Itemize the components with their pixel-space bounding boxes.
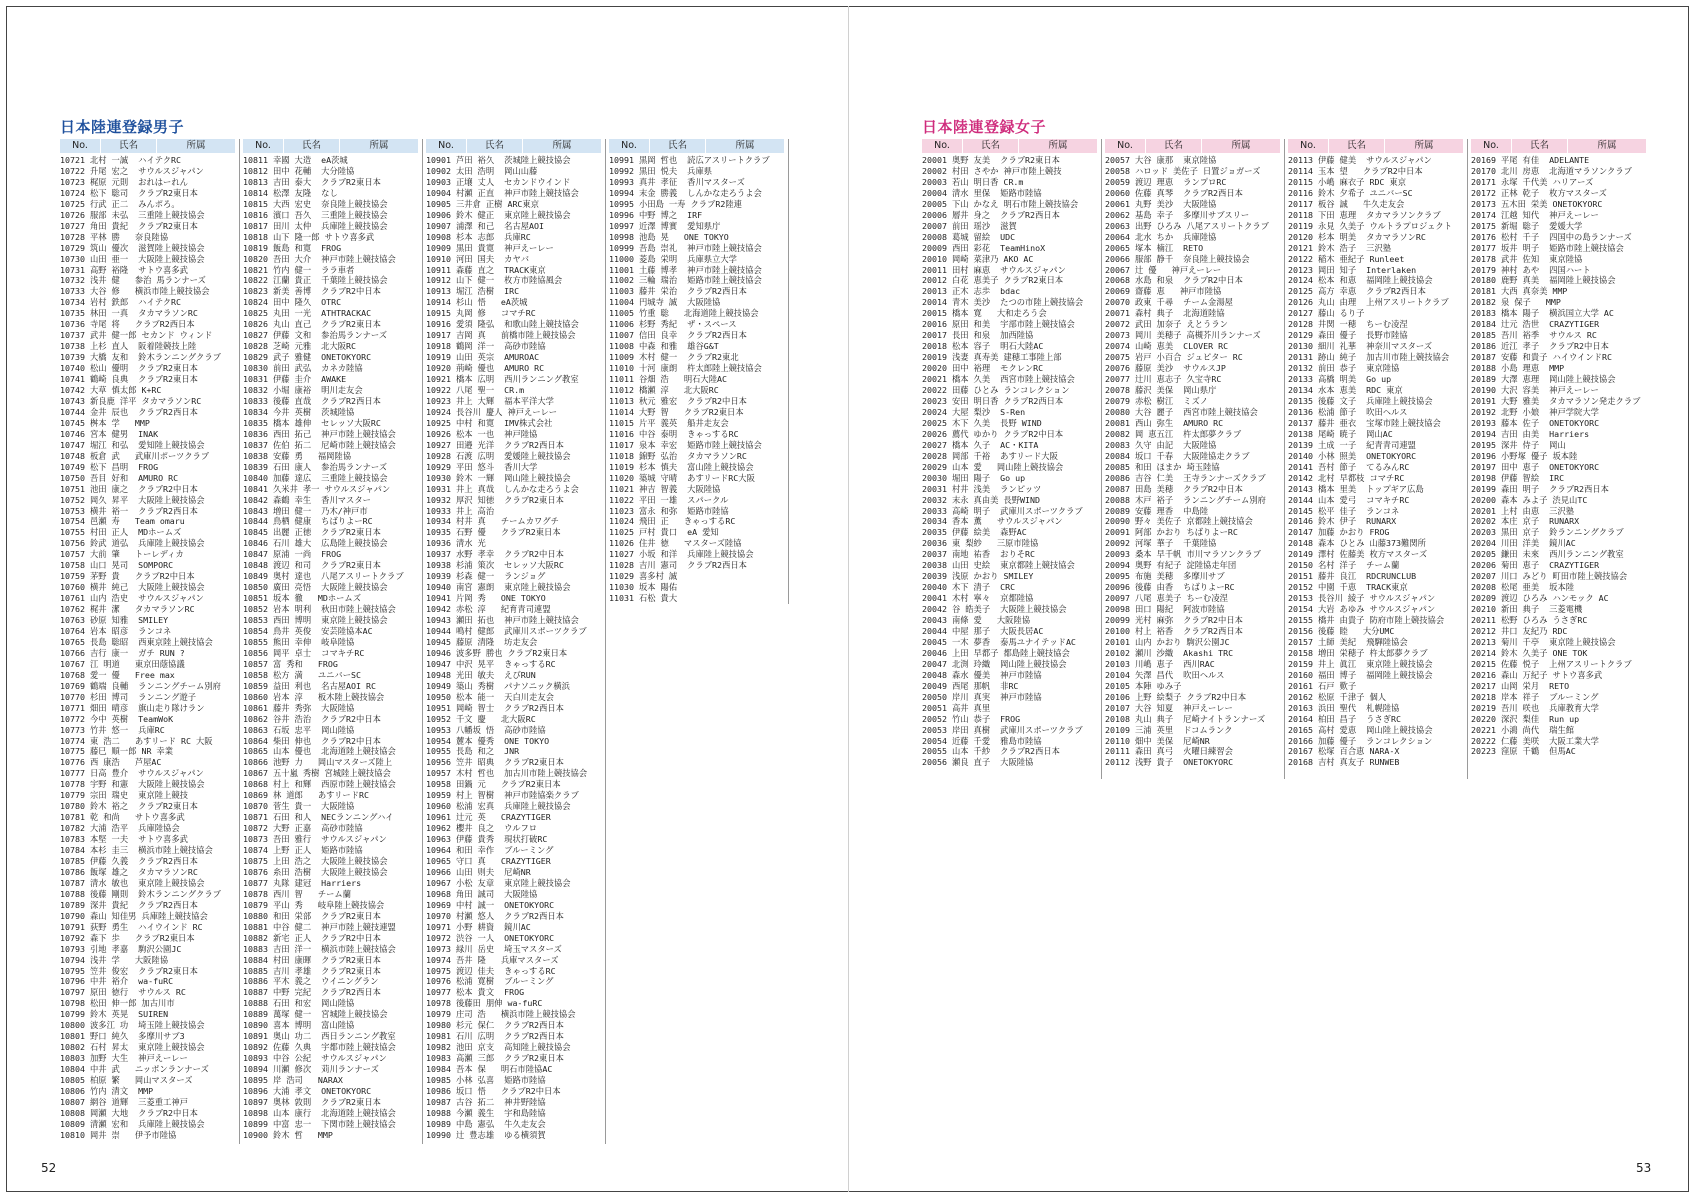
entry-list: 20113 伊藤 健美 サウルスジャパン 20114 玉本 望 クラブR2中日本 20115 小嶋 麻衣子 RDC 東京 20116 鈴木 夕希子 ユニバーSC 20117 板谷 誠 牛久走友会 20118 下田 恵理 タカマラソンクラブ 20119 永見 久美子 ウルトラプロジェクト 20120 杉本 明美 タカマラソンRC 20121 鈴木 浩子 三沢塾 20122 稲木 亜紀子 Runleet 20123 岡田 知子 Interlaken 20124 松本 和恵 福岡陸上競技協会 20125 高方 幸恵 クラブR2西日本 20126 丸山 由理 上州アスリートクラブ 20127 藤山 るり子 20128 井関 一穂 ちーむ凌涅 20129 森田 優子 長野市陸協 20130 細川 礼華 神奈川マスターズ 20131 跡山 純子 加古川市陸上競技協会 20132 前田 恭子 東京陸協 20133 高橋 明美 Go up 20134 水本 恵美 RDC 東京 20135 後藤 文子 兵庫陸上競技協会 20136 松浦 節子 吹田ヘルス 20137 藤井 亜衣 宝塚市陸上競技協会 20138 尾崎 暁子 岡山AC 20139 土成 一子 紀青青司連盟 20140 小林 照美 ONETOKYORC 20141 吾村 節子 てるみんRC 20142 北村 早都枝 コマチRC 20143 橋本 里美 トップギア広島 20144 山本 愛弓 コマキチRC 20145 松平 佳子 ランコネ 20146 鈴木 伊子 RUNARX 20147 加藤 かおり FROG 20148 森本 ひとみ 山藤373難関所 20149 澤村 佐藤美 枚方マスターズ 20150 名村 洋子 チーム蘭 20151 藤井 良江 RDCRUNCLUB 20152 中園 千恵 TRACK東京 20153 長谷川 綾子 サウルスジャパン 20154 大岩 あゆみ サウルスジャパン 20155 橋井 由貴子 防府市陸上競技協会 20156 後藤 睦 大分UMC 20157 土師 美紀 飛騨陸協会 20158 増田 栄穂子 杵太郎夢クラブ 20159 井上 眞江 東京陸上競技協会 20160 福田 博子 福岡陸上競技協会 20161 石戸 歎子 20162 松原 千津子 個人 20163 浜田 聖代 札幌陸協 20164 柏田 昌子 うさぎRC 20165 高村 愛恵 岡山陸上競技協会 20166 加藤 優子 ランコレクション 20167 松塚 百合恵 NARA-X 20168 吉村 真友子 RUNWEB — [1288, 155, 1453, 768]
header-no: No. — [1288, 139, 1328, 153]
header-club: 所属 — [340, 139, 418, 153]
header-no: No. — [60, 139, 100, 153]
header-name: 氏名 — [467, 139, 522, 153]
header-name: 氏名 — [963, 139, 1018, 153]
header-no: No. — [426, 139, 466, 153]
header-club: 所属 — [1568, 139, 1646, 153]
header-no: No. — [609, 139, 649, 153]
table-header — [243, 139, 418, 153]
spread-gutter — [848, 6, 849, 1192]
page-number-left: 52 — [41, 1161, 57, 1175]
column-divider — [605, 139, 606, 1144]
header-name: 氏名 — [284, 139, 339, 153]
women-section-title: 日本陸連登録女子 — [922, 118, 1047, 136]
entry-list: 10991 黒岡 哲也 読広アスリートクラブ 10992 黒田 悦夫 兵庫県 10993 真井 孝征 香川マスターズ 10994 末金 勝義 しんかな走ろうよ会 10995 小田島 一寿 クラブR2陸連 10996 中野 博之 IRF 10997 近澤 博實 愛知県庁 10998 池島 晃 ONE TOKYO 10999 吾島 崇礼 神戸市陸上競技協会 11000 菱島 栄明 兵庫県立大学 11001 土藤 博孝 神戸市陸上競技協会 11002 三輪 瑞治 姫路市陸上競技協会 11003 藤井 栄治 クラブR2西日本 11004 円城寺 誠 大阪陸協 11005 竹重 聡 北海道陸上競技協会 11006 杉野 秀紀 ザ・スペース 11007 信田 良幸 クラブR2西日本 11008 中森 和雅 雄谷G&T 11009 木村 健一 クラブR2東北 11010 十河 康朗 杵太郎陸上競技協会 11011 谷畑 浩 明石大陸AC 11012 橋瀬 淳 北大阪RC 11013 秋元 雅宏 クラブR2中日本 11014 大野 智 クラブR2東日本 11015 片平 義英 船井走友会 11016 中谷 泰明 きゃっするRC 11017 泉本 幸宏 姫路市陸上競技協会 11018 錦野 弘治 タカマラソンRC 11019 杉本 慎夫 富山陸上競技協会 11020 築城 守晴 あすリードRC大阪 11021 神吉 智義 大阪陸協 11022 平田 一雄 スパークル 11023 富永 和弥 姫路市陸協 11024 飛田 正 きゃっするRC 11025 戸村 貴口 eA 愛知 11026 住井 徳 マスターズ陸協 11027 小坂 和洋 兵庫陸上競技協会 11028 吉川 憲司 クラブR2西日本 11029 喜多村 誠 11030 坂本 陽佑 11031 石松 貴大 — [609, 155, 770, 604]
entry-list: 20169 平尾 有佳 ADELANTE 20170 北川 房恵 北海道マラソンクラブ 20171 永塚 千代美 ハリアーズ 20172 正林 乾子 枚方マスターズ 20173 五木田 栄美 ONETOKYORC 20174 江越 知代 神戸えーレー 20175 新堀 聡子 愛媛大学 20176 松村 千子 四国中の島ランナーズ 20177 坂井 明子 姫路市陸上競技協会 20178 武井 佐知 東京陸協 20179 神村 あや 四国ハート 20180 鹿野 真美 福岡陸上競技協会 20181 大西 真奈美 MMP 20182 泉 保子 MMP 20183 橋本 陽子 横浜国立大学 AC 20184 辻元 浩世 CRAZYTIGER 20185 吾川 裕季 サウルス RC 20186 近江 孝子 クラブR2中日本 20187 安藤 和貴子 ハイウインドRC 20188 小島 理恵 MMP 20189 大澤 恵理 岡山陸上競技協会 20190 大沢 容美 神戸えーレー 20191 大野 雅美 タカマラソン発走クラブ 20192 北野 小娘 神戸学院大学 20193 藤本 佐子 ONETOKYORC 20194 吉田 由美 Harriers 20195 深井 侍子 岡山 20196 小野塚 優子 坂本陸 20197 田中 恵子 ONETOKYORC 20198 伊藤 智絵 IRC 20199 森田 明子 クラブR2西日本 20200 森本 みよ子 渋見山TC 20201 上村 由恵 三沢塾 20202 本庄 京子 RUNARX 20203 黒田 京子 鈴ランニングクラブ 20204 川田 洋美 鏡川AC 20205 鎌田 未來 西川ランニング教室 20206 菊田 恵子 CRAZYTIGER 20207 川口 みどり 町田市陸上競技協会 20208 松尾 亜美 坂本陸 20209 渡辺 ひろみ ハンモック AC 20210 新田 典子 三菱電機 20211 松野 ひろみ うさぎRC 20212 井口 友紀乃 RDC 20213 菊川 千亭 東京陸上競技協会 20214 鈴木 久美子 ONE TOK 20215 佐藤 悦子 上州アスリートクラブ 20216 森山 万紀子 サトウ喜多武 20217 山岡 栄月 RETO 20218 岸本 祥子 ブルーミング 20219 吾川 咲也 兵庫教育大学 20220 深沢 梨佳 Run up 20221 小鴻 尚代 瑞生館 20222 仁藤 美咲 大阪工業大学 20223 窪原 千鶴 但馬AC — [1471, 155, 1641, 757]
entry-list: 20057 大谷 康那 東京陸協 20058 ハロッド 美佐子 日置ジョガーズ 20059 渡辺 理恵 ランプロRC 20060 佐藤 真琴 クラブR2西日本 20061 丸野 美沙 大阪陸協 20062 基島 幸子 多摩川サブスリー 20063 出野 ひろみ 八尾アスリートクラブ 20064 北水 ちか 兵庫陸協 20065 塚本 楠江 RETO 20066 服部 静千 奈良陸上競技協会 20067 辻 優 神戸えーレー 20068 水島 和泉 クラブR2中日本 20069 齋藤 恵 神戸市陸協 20070 政東 千尋 チーム金湯屋 20071 森村 典子 北海道陸協 20072 武田 加奈子 えとうラン 20073 岡川 美穂子 高槻芥川ランナーズ 20074 山崎 恵美 CLOVER RC 20075 岩戸 小百合 ジュピター RC 20076 藤原 美沙 サウルスJP 20077 辻川 恵志子 久宝寺RC 20078 藤沢 美保 岡山県庁 20079 赤松 樹江 ミズノ 20080 大谷 麗子 西宮市陸上競技協会 20081 西山 弥生 AMURO RC 20082 岡 恵五江 杵太郎夢クラブ 20083 久守 由記 大阪陸協 20084 坂口 千春 大阪陸協走クラブ 20085 和田 ほまか 埼玉陸協 20086 吉谷 仁美 王寺ランナーズクラブ 20087 田島 美穂 クラブR2中日本 20088 木戸 裕子 ランニングチーム別府 20089 安藤 理香 中島陸 20090 野々 美佐子 京都陸上競技協会 20091 阿部 かおり ちばりよーRC 20092 河塚 華子 千葉陸協 20093 桑本 早千帆 市川マラソンクラブ 20094 奥野 有紀子 淀陸協走年団 20095 布施 美穂 多摩川サブ 20096 後藤 由香 ちばりよーRC 20097 八尾 恵美子 ちーむ凌涅 20098 田口 陽紀 阿波市陸協 20099 光村 麻弥 クラブR2中日本 20100 村上 裕香 クラブR2西日本 20101 山内 かおり 駒沢公園JC 20102 瀬川 沙織 Akashi TRC 20103 川嶋 恵子 西川RAC 20104 矢澤 昌代 吹田ヘルス 20105 本陣 ゆみ子 20106 上野 絵梨子 クラブR2中日本 20107 大谷 知夏 神戸えーレー 20108 丸山 典子 尼崎ナイトランナーズ 20109 三浦 英里 ドコムランク 20110 畑中 美保 尼崎NR 20111 森田 真弓 火曜日練習会 20112 浅野 貴子 ONETOKYORC — [1105, 155, 1269, 768]
column-divider — [1101, 139, 1102, 779]
header-no: No. — [243, 139, 283, 153]
header-name: 氏名 — [101, 139, 156, 153]
column-divider — [422, 139, 423, 1144]
header-name: 氏名 — [1512, 139, 1567, 153]
men-column-1 — [60, 139, 235, 1141]
men-column-2 — [243, 139, 418, 1141]
table-header — [1105, 139, 1280, 153]
table-header — [1288, 139, 1463, 153]
header-name: 氏名 — [650, 139, 705, 153]
table-header — [922, 139, 1097, 153]
header-no: No. — [922, 139, 962, 153]
header-club: 所属 — [706, 139, 784, 153]
header-club: 所属 — [523, 139, 601, 153]
column-divider — [1467, 139, 1468, 779]
entry-list: 10901 芦田 裕久 茨城陸上競技協会 10902 太田 浩明 岡山山藤 10903 正壌 丈人 セカンドウインド 10904 村瀬 正直 神戸市陸上競技協会 10905 三井倉 正樹 ARC東京 10906 鈴木 健正 東京陸上競技協会 10907 浦澤 和己 名古屋AOI 10908 杉本 志郎 兵庫RC 10909 黒田 貴寛 神戸えーレー 10910 河田 国夫 カヤバ 10911 森藤 直之 TRACK東京 10912 山下 健一 枚方市陸協風会 10913 堀江 浩樹 IRC 10914 杉山 悟 eA茨城 10915 丸岡 修 コマチRC 10916 愛須 隆弘 和歌山陸上競技協会 10917 吉岡 真 前橋市陸上競技協会 10918 鶴岡 洋一 高砂市陸協 10919 山田 英宗 AMUROAC 10920 荊崎 優也 AMURO RC 10921 橋本 広明 西川ランニング教室 10922 八尾 聖一 CR.m 10923 井上 大輝 福本平洋大学 10924 長谷川 慶人 神戸えーレー 10925 中村 和寛 IMV株式会社 10926 松本 一也 神戸陸協 10927 田邉 光洋 クラブR2西日本 10928 石渡 広明 愛媛陸上競技協会 10929 平田 悠斗 香川大学 10930 鈴木 一輝 岡山陸上競技協会 10931 井上 真哉 しんかな走ろうよ会 10932 厚沢 知徳 クラブR2東日本 10933 井上 高治 10934 村井 真 チームカワグチ 10935 石野 優 クラブR2東日本 10936 清水 光 10937 水野 孝幸 クラブR2中日本 10938 杉浦 策次 セレッソ大阪RC 10939 杉森 健一 ランジョグ 10940 南宮 憲朗 東京陸上競技協会 10941 片岡 秀 ONE TOKYO 10942 赤松 淳 紀育青司連盟 10943 瀬田 拓也 神戸市陸上競技協会 10944 鳴村 健郎 武庫川スポーツクラブ 10945 藤原 清隆 坊走友会 10946 波多野 勝也 クラブR2東日本 10947 中沢 晃平 きゃっするRC 10948 光田 敏夫 えびRUN 10949 築山 秀樹 パナソニック横浜 10950 松本 能一 天白川走友会 10951 岡崎 智士 クラブR2西日本 10952 千文 慶 北大阪RC 10953 八幡坂 悟 高砂市陸協 10954 麓本 優秀 ONE TOKYO 10955 長島 和之 JNR 10956 笠井 昭典 クラブR2東日本 10957 木村 哲也 加古川市陸上競技協会 10958 田鍋 元 クラブR2東日本 10959 村上 智樹 神戸市陸協楽クラブ 10960 松浦 宏真 兵庫陸上競技協会 10961 辻元 英 CRAZYTIGER 10962 櫻井 良之 ウルフロ 10963 伊藤 貴秀 現状打破RC 10964 和田 幸作 ブルーミング 10965 守口 真 CRAZYTIGER 10966 山田 则夫 尼崎NR 10967 小松 友章 東京陸上競技協会 10968 角田 誠司 大阪陸協 10969 中村 誠一 ONETOKYORC 10970 村瀬 悠人 クラブR2西日本 10971 小野 耕資 鏡川AC 10972 渋谷 一人 ONETOKYORC 10973 緑川 岳史 埼玉マスターズ 10974 吾井 隆 兵庫マスターズ 10975 渡辺 佳夫 きゃっするRC 10976 松浦 寛樹 ブルーミング 10977 松本 貴文 FROG 10978 後藤田 朋伸 wa-fuRC 10979 庄司 浩 横浜市陸上競技協会 10980 杉元 保仁 クラブR2西日本 10981 石川 広明 クラブR2西日本 10982 池田 京支 高知陸上競技協会 10983 高瀬 三郎 クラブR2東日本 10984 吾本 保 明石市陸協AC 10985 小林 弘喜 姫路市陸協 10986 坂口 悟 クラブR2中日本 10987 古谷 拓二 神井野陸協 10988 今瀬 義生 宇和島陸協 10989 中島 憲弘 牛久走友会 10990 辻 豊志雄 ゆる横須賀 — [426, 155, 588, 1140]
column-divider — [239, 139, 240, 1144]
table-header — [1471, 139, 1646, 153]
men-section-title: 日本陸連登録男子 — [60, 118, 185, 136]
entry-list: 10721 北村 一誠 ハイテクRC 10722 升尾 宏之 サウルスジャパン 10723 梶原 元則 おれはーれん 10724 松下 聡司 クラブR2東日本 10725 行武 正二 みんポろ。 10726 服部 未弘 三重陸上競技協会 10727 角田 貴紀 クラブR2東日本 10728 平林 勝 奈良陸協 10729 筑山 優次 滋賀陸上競技協会 10730 山田 亜一 大阪陸上競技協会 10731 高野 裕隆 サトウ喜多武 10732 浅井 健 参治 馬ランナーズ 10733 大谷 修 横浜市陸上競技協会 10734 岩村 鉄郎 ハイテクRC 10735 林田 一真 タカマラソンRC 10736 寺尾 将 クラブR2西日本 10737 武井 健一郎 セカンド ウィンド 10738 上杉 直人 阪着陸競技上陸 10739 大橋 友和 鈴木ランニングクラブ 10740 松山 優明 クラブR2東日本 10741 鶴崎 良典 クラブR2東日本 10742 大草 慎太郎 K+RC 10743 新良鹿 洋平 タカマラソンRC 10744 金井 辰也 クラブR2西日本 10745 桝本 学 MMP 10746 宮本 健男 INAK 10747 堀江 和弘 愛知陸上競技協会 10748 板倉 武 武庫川ポーツクラブ 10749 松下 昌明 FROG 10750 吾目 好和 AMURO RC 10751 池田 康之 クラブR2中日本 10752 岡久 昇平 大阪陸上競技協会 10753 横井 裕一 クラブR2西日本 10754 邑瀬 寿 Team omaru 10755 村田 正人 MDホームズ 10756 鈴武 道弘 兵庫陸上競技協会 10757 大前 肇 トーレディカ 10758 山口 晃司 SOMPORC 10759 茅野 貴 クラブR2中日本 10760 横井 純己 大阪陸上競技協会 10761 山内 浩史 サウルスジャパン 10762 梶井 潔 タカマラソンRC 10763 砂原 知雅 SMILEY 10764 岩本 昭彦 ランコネ 10765 長島 聡昭 西東京陸上競技協会 10766 吉行 康一 ガチ RUN ? 10767 江 明道 東京田蔭協議 10768 愛一 優 Free max 10769 鶴端 良輔 ランニングチーム別府 10770 杉田 博司 ランニング遊子 10771 畑田 晴彦 旗山走り隊けラン 10772 今中 英樹 TeamWoK 10773 竹井 悠一 兵庫RC 10774 東 浩二 あすリード RC 大阪 10775 藤巳 順一郎 NR 幸業 10776 西 康浩 芦屋AC 10777 日高 豊介 サウルスジャパン 10778 宇野 和憲 大阪陸上競技協会 10779 宗田 瑞史 東京陸上競技 10780 鈴木 裕之 クラブR2東日本 10781 乾 和尚 サトウ喜多武 10782 大浦 浩平 兵庫陸協会 10783 本堅 一夫 サトウ喜多武 10784 本杉 圭三 横浜市陸上競技協会 10785 伊藤 久義 クラブR2西日本 10786 飯塚 雄之 タカマラソンRC 10787 清水 敏也 東京陸上競技協会 10788 後藤 剛則 鈴木ランニングクラブ 10789 深井 貴紀 クラブR2西日本 10790 森山 知佳男 兵庫陸上競技協会 10791 荻野 勇生 ハイウインド RC 10792 森下 歩 クラブR2東日本 10793 引地 孝嘉 駒沢公園JC 10794 浅井 学 大阪陸協 10795 笠井 俊宏 クラブR2東日本 10796 中井 裕介 wa-fuRC 10797 原田 徳行 サウルス RC 10798 松田 伸一郎 加古川市 10799 鈴木 英晃 SUIREN 10800 波多江 功 埼玉陸上競技協会 10801 野口 純久 多摩川サブ3 10802 石村 昇太 東京陸上競技協会 10803 加野 大生 神戸えーレー 10804 中井 武 ニッポンランナーズ 10805 柏原 繁 岡山マスターズ 10806 竹内 清文 MMP 10807 網谷 道輝 三菱重工神戸 10808 岡瀬 大地 クラブR2中日本 10809 清瀬 宏和 兵庫陸上競技協会 10810 岡井 崇 伊予市陸協 — [60, 155, 221, 1140]
column-divider — [1284, 139, 1285, 779]
header-name: 氏名 — [1146, 139, 1201, 153]
header-club: 所属 — [1385, 139, 1463, 153]
header-club: 所属 — [1019, 139, 1097, 153]
header-club: 所属 — [157, 139, 235, 153]
page-number-right: 53 — [1636, 1161, 1652, 1175]
header-club: 所属 — [1202, 139, 1280, 153]
header-no: No. — [1105, 139, 1145, 153]
column-divider — [788, 139, 789, 604]
header-no: No. — [1471, 139, 1511, 153]
women-column-1 — [922, 139, 1097, 768]
table-header — [426, 139, 601, 153]
table-header — [60, 139, 235, 153]
entry-list: 10811 幸國 大造 eA茨城 10812 田中 花輔 大分陸協 10813 吉田 泰大 クラブR2東日本 10814 松澤 友隆 なし 10815 大西 宏史 奈良陸上競技協会 10816 濱口 吾久 三重陸上競技協会 10817 田川 太仲 兵庫陸上競技協会 10818 山下 隆一郎 サトウ喜多武 10819 飯島 和寛 FROG 10820 吾田 大介 神戸市陸上競技協会 10821 竹内 健一 ララ車者 10822 江蘭 貴正 千葉陸上競技協会 10823 新美 善博 クラブR2中日本 10824 田中 隆久 OTRC 10825 丸田 一光 ATHTRACKAC 10826 丸山 直己 クラブR2東日本 10827 伊藤 文和 参治馬ランナーズ 10828 芝崎 元雅 北大阪RC 10829 武子 雅健 ONETOKYORC 10830 前田 武弘 カネカ陸協 10831 伊藤 圭介 AWAKE 10832 小堀 康裕 明川走友会 10833 後藤 直哉 クラブR2西日本 10834 今井 英樹 茨城陸協 10835 橋本 雄伸 セレッソ大阪RC 10836 西田 拓己 神戸市陸上競技協会 10837 佐伯 拓二 尼崎市陸上競技協会 10838 安藤 勇 福岡陸協 10839 石田 康人 参治馬ランナーズ 10840 加藤 達広 三重陸上競技協会 10841 久米井 孝一 サウルスジャパン 10842 森鶴 幸生 香川マスター 10843 増田 健一 乃木/神戸市 10844 鳥栖 健康 ちばりよーRC 10845 出麗 正徳 クラブR2東日本 10846 石川 雄大 広島陸上競技協会 10847 原浦 一尚 FROG 10848 渡辺 和司 クラブR2東日本 10849 奥村 達也 八尾アスリートクラブ 10850 廣田 亮悟 大阪陸上競技協会 10851 坂本 徹 MDホームズ 10852 岩本 明利 秋田市陸上競技協会 10853 西田 博明 東京陸上競技協会 10854 鳥井 英俊 安芸陸協本AC 10855 熊田 幸伸 岐阜陸協 10856 岡平 卓士 コマキチRC 10857 富 秀和 FROG 10858 松方 満 ユニバーSC 10859 益田 利也 名古屋AOI RC 10860 岩本 淳 板木陸上競技協会 10861 藤井 秀弥 大阪陸協 10862 谷井 浩治 クラブR2中日本 10863 石坂 忠平 岡山陸協 10864 柴田 伸也 クラブR2中日本 10865 山本 優也 北海道陸上競技協会 10866 池野 力 岡山マスターズ陸上 10867 五十嵐 秀樹 宮城陸上競技協会 10868 村上 和輝 西原市陸上競技協会 10869 林 道郎 あすリードRC 10870 菅生 貴一 大阪陸協 10871 石田 和人 NECランニングハイ 10872 大野 正嘉 高砂市陸協 10873 吾田 雅行 サウルスジャパン 10874 上野 正人 姫路市陸協 10875 上田 浩之 大阪陸上競技協会 10876 糸田 浩樹 大阪陸上競技協会 10877 丸隊 建冠 Harriers 10878 西川 智 チーム蘭 10879 平山 秀 岐阜陸上競技協会 10880 和田 栄部 クラブR2東日本 10881 中谷 健二 神戸市陸上競技連盟 10882 新宅 正人 クラブR2中日本 10883 吉田 洋一 横浜市陸上競技協会 10884 村田 康暉 クラブR2東日本 10885 吉川 孝雄 クラブR2東日本 10886 平木 義之 ウイニングラン 10887 中野 完紀 クラブR2西日本 10888 石田 和宏 岡山陸協 10889 萬塚 健一 宮城陸上競技協会 10890 喜本 博明 富山陸協 10891 奥山 功二 西日ランニング教室 10892 佐藤 久典 宇都市陸上競技協会 10893 中谷 公紀 サウルスジャパン 10894 川瀬 修次 苅川ランナーズ 10895 岸 浩司 NARAX 10896 大浦 孝文 ONETOKYORC 10897 奥林 敦則 クラブR2東日本 10898 山本 康行 北海道陸上競技協会 10899 中富 忠一 下関市陸上競技協会 10900 鈴木 哲 MMP — [243, 155, 404, 1140]
women-column-3 — [1288, 139, 1463, 768]
entry-list: 20001 奥野 友美 クラブR2東日本 20002 村田 さやか 神戸市陸上競技 20003 若山 明日香 CR.m 20004 清水 里保 姫路市陸協 20005 下山 かなえ 明石市陸上競技協会 20006 層井 身之 クラブR2西日本 20007 前田 瑶沙 滋賀 20008 葛城 留絵 UDC 20009 西田 彩花 TeamHinoX 20010 岡崎 菜津乃 AKO AC 20011 田村 麻恵 サウルスジャパン 20012 白花 恵美子 クラブR2東日本 20013 正木 志歩 bdac 20014 青木 美沙 たつの市陸上競技協会 20015 橋本 寛 大和走ろう会 20016 原田 和美 宇部市陸上競技協会 20017 長田 和泉 加西陸協 20018 松本 容子 明石大陸AC 20019 浅妻 真寿美 建穂工事陸上部 20020 田中 裕理 モクレンRC 20021 橋本 久美 西宮市陸上競技協会 20022 田藤 ひとみ ランコレクション 20023 安田 明日香 クラブR2西日本 20024 大屋 梨沙 S-Ren 20025 木下 久美 長野 WIND 20026 薦代 ゆかり クラブR2中日本 20027 橋本 久子 AC・KITA 20028 岡部 千裕 あすリード大阪 20029 山本 愛 岡山陸上競技協会 20030 堀田 陽子 Go up 20031 村井 浅美 ランピッツ 20032 末永 真由美 長野WIND 20033 高崎 明子 武庫川スポーツクラブ 20034 香本 薫 サウルスジャパン 20035 伊藤 絵美 森野AC 20036 東 梨紗 三原市陸協 20037 南地 祐香 おりそRC 20038 山田 史絵 東京都陸上競技協会 20039 浅原 かおり SMILEY 20040 木下 清子 CRC 20041 木村 寧々 京都陸協 20042 谷 皓美子 大阪陸上競技協会 20043 南條 愛 大阪陸協 20044 中屋 那子 大阪長居AC 20045 一木 夢香 泰馬ユナイテッドAC 20046 上田 早都子 都島陸上競技協会 20047 北渕 玲織 岡山陸上競技協会 20048 森水 優美 神戸市陸協 20049 西尾 那帆 非RC 20050 岸川 真実 神戸市陸協 20051 高井 真里 20052 竹山 恭子 FROG 20053 岸田 真樹 武庫川スポーツクラブ 20054 近藤 千愛 雅島市陸協 20055 山本 千紗 クラブR2西日本 20056 瀬良 直子 大阪陸協 — [922, 155, 1084, 768]
men-column-4 — [609, 139, 784, 604]
women-column-2 — [1105, 139, 1280, 768]
men-column-3 — [426, 139, 601, 1141]
table-header — [609, 139, 784, 153]
women-column-4 — [1471, 139, 1646, 757]
header-name: 氏名 — [1329, 139, 1384, 153]
